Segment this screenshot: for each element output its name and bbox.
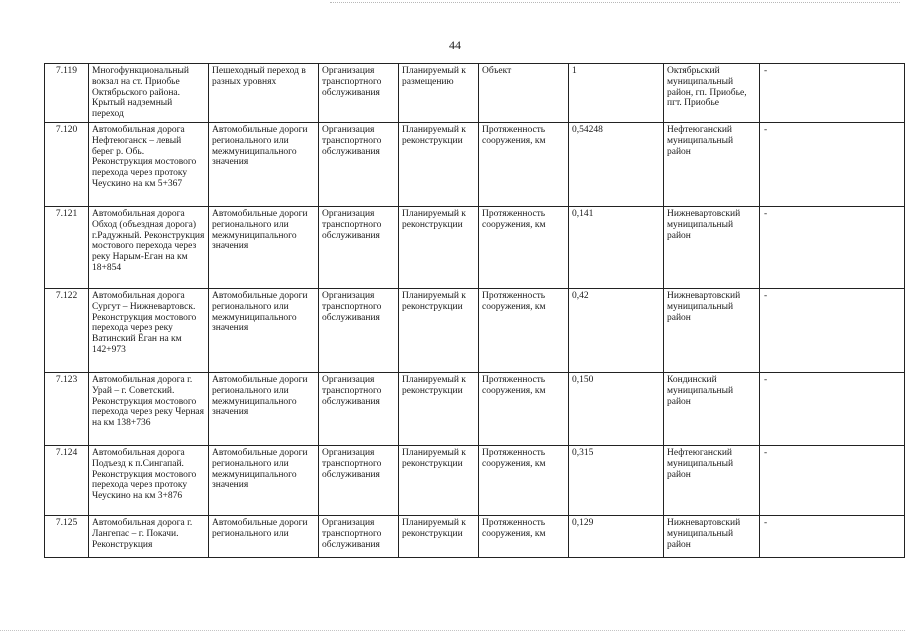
object-purpose: Организация транспортного обслуживания [319, 206, 399, 288]
object-extra: - [760, 515, 905, 557]
object-type: Пешеходный переход в разных уровнях [209, 64, 319, 123]
object-characteristic: Протяженность сооружения, км [479, 372, 569, 445]
object-characteristic: Протяженность сооружения, км [479, 288, 569, 372]
object-quantity: 0,150 [569, 372, 664, 445]
row-number: 7.122 [45, 288, 89, 372]
row-number: 7.124 [45, 445, 89, 515]
object-purpose: Организация транспортного обслуживания [319, 445, 399, 515]
object-name: Автомобильная дорога г. Урай – г. Советский. Реконструкция мостового перехода через реку Черная на км 138+736 [89, 372, 209, 445]
table-row [45, 445, 905, 515]
object-name: Автомобильная дорога Сургут – Нижневартовск. Реконструкция мостового перехода через реку Ватинский Ёган на км 142+973 [89, 288, 209, 372]
object-quantity: 0,315 [569, 445, 664, 515]
object-location: Кондинский муниципальный район [664, 372, 760, 445]
object-status: Планируемый к реконструкции [399, 515, 479, 557]
object-type: Автомобильные дороги регионального или межмуниципального значения [209, 288, 319, 372]
object-status: Планируемый к реконструкции [399, 372, 479, 445]
scan-artifact-bottom [0, 630, 905, 632]
object-characteristic: Протяженность сооружения, км [479, 445, 569, 515]
row-number: 7.121 [45, 206, 89, 288]
object-purpose: Организация транспортного обслуживания [319, 122, 399, 206]
table-row [45, 206, 905, 288]
object-extra: - [760, 288, 905, 372]
object-purpose: Организация транспортного обслуживания [319, 515, 399, 557]
object-extra: - [760, 372, 905, 445]
object-location: Нижневартовский муниципальный район [664, 515, 760, 557]
object-characteristic: Протяженность сооружения, км [479, 122, 569, 206]
object-location: Нижневартовский муниципальный район [664, 206, 760, 288]
object-purpose: Организация транспортного обслуживания [319, 64, 399, 123]
data-table [44, 63, 905, 558]
object-type: Автомобильные дороги регионального или [209, 515, 319, 557]
object-extra: - [760, 206, 905, 288]
scan-artifact-top [330, 2, 900, 4]
object-status: Планируемый к реконструкции [399, 122, 479, 206]
row-number: 7.123 [45, 372, 89, 445]
object-quantity: 0,129 [569, 515, 664, 557]
object-location: Нижневартовский муниципальный район [664, 288, 760, 372]
object-type: Автомобильные дороги регионального или межмуниципального значения [209, 122, 319, 206]
table-row [45, 122, 905, 206]
object-status: Планируемый к реконструкции [399, 288, 479, 372]
object-name: Автомобильная дорога Нефтеюганск – левый берег р. Обь. Реконструкция мостового перехода через протоку Чеускино на км 5+367 [89, 122, 209, 206]
object-characteristic: Протяженность сооружения, км [479, 206, 569, 288]
object-quantity: 0,141 [569, 206, 664, 288]
table-row [45, 372, 905, 445]
object-extra: - [760, 122, 905, 206]
table-row [45, 515, 905, 557]
object-name: Многофункциональный вокзал на ст. Приобье Октябрьского района. Крытый надземный переход [89, 64, 209, 123]
object-name: Автомобильная дорога Обход (объездная дорога) г.Радужный. Реконструкция мостового перехода через реку Нарым-Еган на км 18+854 [89, 206, 209, 288]
table-row [45, 64, 905, 123]
object-location: Нефтеюганский муниципальный район [664, 445, 760, 515]
object-characteristic: Объект [479, 64, 569, 123]
object-purpose: Организация транспортного обслуживания [319, 288, 399, 372]
object-extra: - [760, 445, 905, 515]
object-quantity: 0,42 [569, 288, 664, 372]
row-number: 7.120 [45, 122, 89, 206]
object-name: Автомобильная дорога г. Лангепас – г. Покачи. Реконструкция [89, 515, 209, 557]
object-characteristic: Протяженность сооружения, км [479, 515, 569, 557]
object-location: Нефтеюганский муниципальный район [664, 122, 760, 206]
object-status: Планируемый к реконструкции [399, 445, 479, 515]
object-quantity: 0,54248 [569, 122, 664, 206]
object-location: Октябрьский муниципальный район, гп. Приобье, пгт. Приобье [664, 64, 760, 123]
row-number: 7.119 [45, 64, 89, 123]
object-extra: - [760, 64, 905, 123]
object-status: Планируемый к реконструкции [399, 206, 479, 288]
object-type: Автомобильные дороги регионального или межмуниципального значения [209, 206, 319, 288]
object-status: Планируемый к размещению [399, 64, 479, 123]
table-row [45, 288, 905, 372]
page-number: 44 [449, 38, 461, 52]
object-type: Автомобильные дороги регионального или межмуниципального значения [209, 372, 319, 445]
object-type: Автомобильные дороги регионального или межмуниципального значения [209, 445, 319, 515]
row-number: 7.125 [45, 515, 89, 557]
object-purpose: Организация транспортного обслуживания [319, 372, 399, 445]
object-name: Автомобильная дорога Подъезд к п.Сингапай. Реконструкция мостового перехода через протоку Чеускино на км 3+876 [89, 445, 209, 515]
object-quantity: 1 [569, 64, 664, 123]
